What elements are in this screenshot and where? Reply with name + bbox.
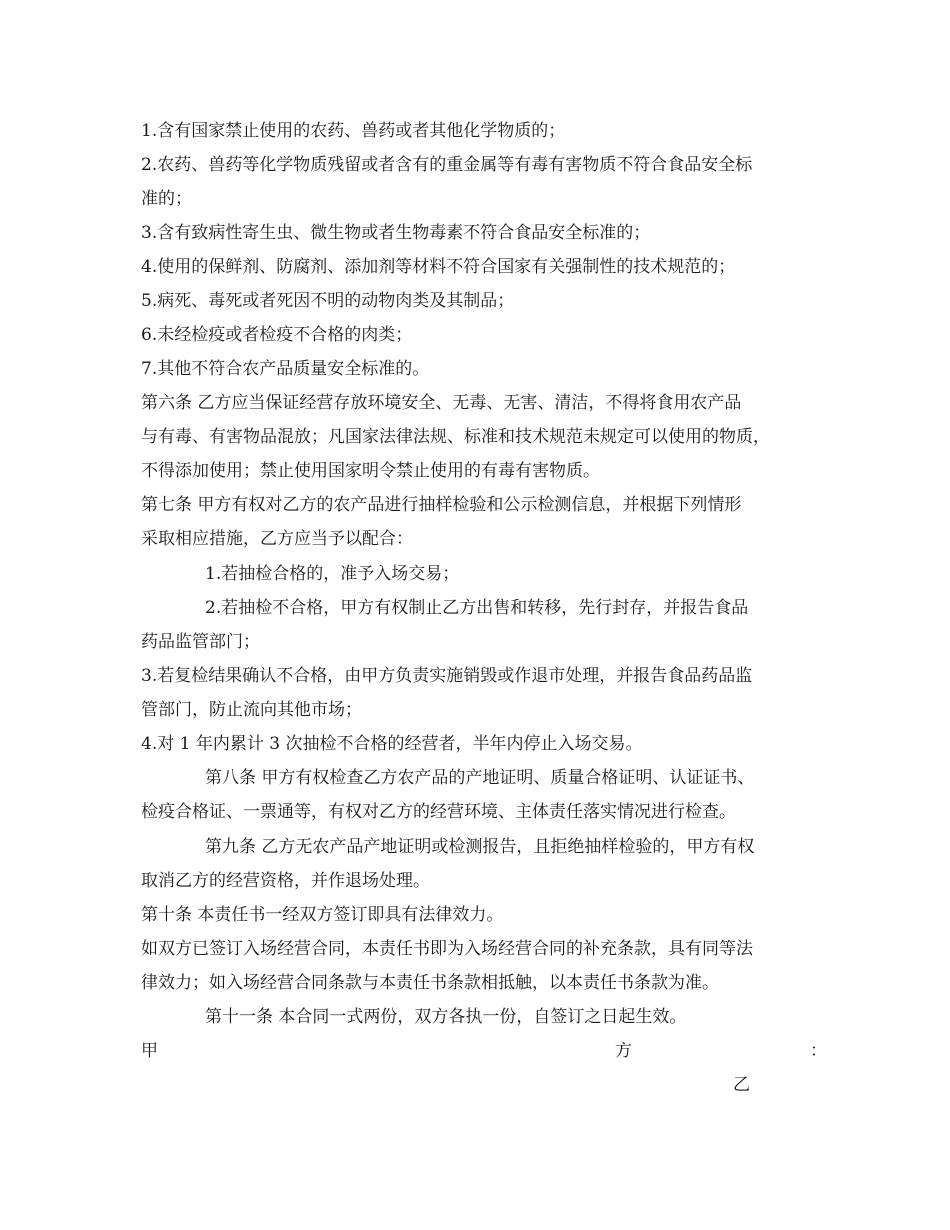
- article-8: 第八条 甲方有权检查乙方农产品的产地证明、质量合格证明、认证证书、: [205, 768, 755, 788]
- article-10-para-1: 如双方已签订入场经营合同，本责任书即为入场经营合同的补充条款，具有同等法: [141, 939, 753, 959]
- article-7-item-3-cont: 管部门，防止流向其他市场；: [141, 700, 362, 720]
- article-7-item-2-cont: 药品监管部门；: [141, 632, 260, 652]
- article-7-item-4: 4.对 1 年内累计 3 次抽检不合格的经营者，半年内停止入场交易。: [141, 734, 643, 754]
- article-7: 第七条 甲方有权对乙方的农产品进行抽样检验和公示检测信息，并根据下列情形: [141, 495, 742, 515]
- clause-item-1: 1.含有国家禁止使用的农药、兽药或者其他化学物质的；: [141, 121, 566, 141]
- article-6: 第六条 乙方应当保证经营存放环境安全、无毒、无害、清洁，不得将食用农产品: [141, 393, 742, 413]
- clause-item-5: 5.病死、毒死或者死因不明的动物肉类及其制品；: [141, 291, 515, 311]
- article-10: 第十条 本责任书一经双方签订即具有法律效力。: [141, 905, 504, 925]
- signature-party-a-char-2: 方: [615, 1041, 632, 1061]
- clause-item-6: 6.未经检疫或者检疫不合格的肉类；: [141, 325, 413, 345]
- article-7-item-2: 2.若抽检不合格，甲方有权制止乙方出售和转移，先行封存，并报告食品: [205, 598, 749, 618]
- article-8-cont: 检疫合格证、一票通等，有权对乙方的经营环境、主体责任落实情况进行检查。: [141, 802, 736, 822]
- article-11: 第十一条 本合同一式两份，双方各执一份，自签订之日起生效。: [205, 1007, 687, 1027]
- clause-item-3: 3.含有致病性寄生虫、微生物或者生物毒素不符合食品安全标准的；: [141, 223, 651, 243]
- article-9: 第九条 乙方无农产品产地证明或检测报告，且拒绝抽样检验的，甲方有权: [205, 837, 755, 857]
- article-7-item-3: 3.若复检结果确认不合格，由甲方负责实施销毁或作退市处理，并报告食品药品监: [141, 666, 753, 686]
- signature-party-b-char-1: 乙: [733, 1075, 750, 1095]
- clause-item-2-cont: 准的；: [141, 189, 192, 209]
- article-10-para-1-cont: 律效力；如入场经营合同条款与本责任书条款相抵触，以本责任书条款为准。: [141, 973, 719, 993]
- clause-item-7: 7.其他不符合农产品质量安全标准的。: [141, 359, 430, 379]
- article-7-item-1: 1.若抽检合格的，准予入场交易；: [205, 564, 460, 584]
- article-6-cont-2: 不得添加使用；禁止使用国家明令禁止使用的有毒有害物质。: [141, 461, 600, 481]
- article-6-cont-1: 与有毒、有害物品混放；凡国家法律法规、标准和技术规范未规定可以使用的物质，: [141, 427, 770, 447]
- signature-party-a-char-1: 甲: [141, 1041, 158, 1061]
- clause-item-4: 4.使用的保鲜剂、防腐剂、添加剂等材料不符合国家有关强制性的技术规范的；: [141, 257, 736, 277]
- article-7-cont: 采取相应措施，乙方应当予以配合：: [141, 529, 413, 549]
- signature-party-a-colon: ：: [810, 1041, 827, 1061]
- clause-item-2: 2.农药、兽药等化学物质残留或者含有的重金属等有毒有害物质不符合食品安全标: [141, 155, 753, 175]
- article-9-cont: 取消乙方的经营资格，并作退场处理。: [141, 871, 430, 891]
